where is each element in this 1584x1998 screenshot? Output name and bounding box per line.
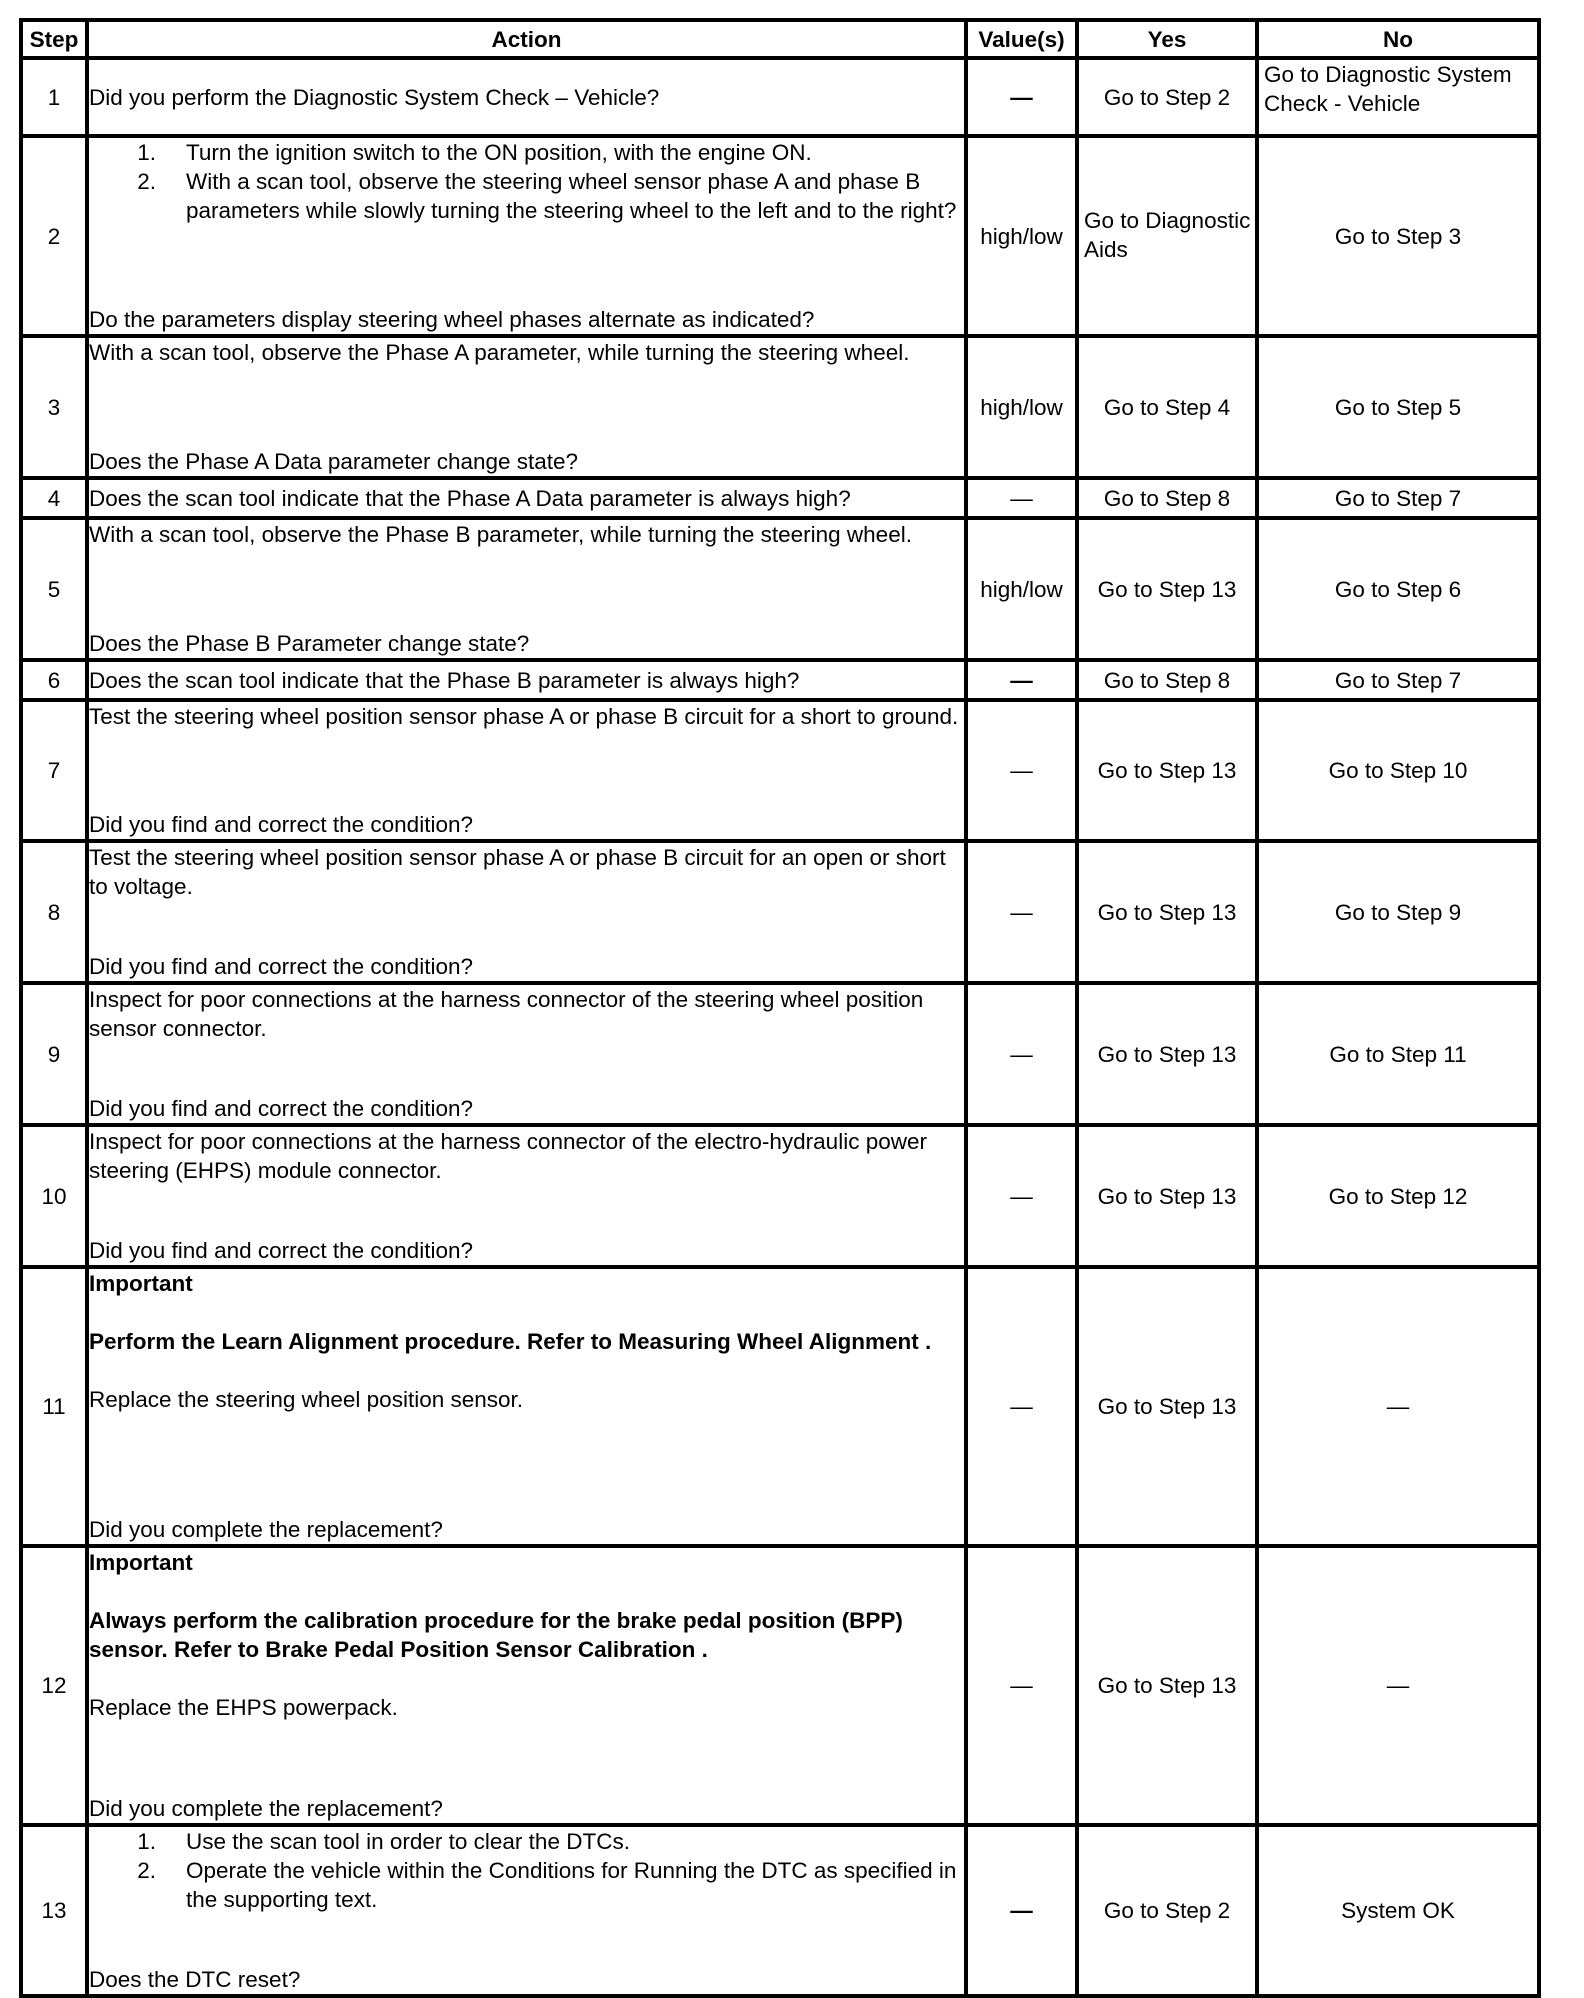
header-yes: Yes [1077, 20, 1257, 58]
action-steps [89, 138, 964, 225]
action-cell [87, 700, 966, 841]
value-cell: — [966, 841, 1077, 983]
action-step-item: 1. Turn the ignition switch to the ON position, with the engine ON. [137, 140, 812, 165]
table-row [21, 700, 1539, 841]
action-question: Did you find and correct the condition? [89, 1096, 473, 1121]
action-question: Did you find and correct the condition? [89, 954, 473, 979]
value-dash: — [1010, 84, 1033, 110]
no-cell: Go to Diagnostic System Check - Vehicle [1257, 58, 1539, 136]
action-question: Does the DTC reset? [89, 1967, 301, 1992]
no-cell: Go to Step 3 [1257, 136, 1539, 336]
step-number: 13 [21, 1825, 87, 1996]
yes-cell: Go to Diagnostic Aids [1077, 136, 1257, 336]
action-cell [87, 983, 966, 1125]
value-cell: high/low [966, 136, 1077, 336]
step-number: 6 [21, 660, 87, 700]
action-question: Did you find and correct the condition? [89, 1238, 473, 1263]
table-row [21, 1125, 1539, 1267]
important-note: Always perform the calibration procedure for the brake pedal position (BPP) sensor. Refer to Brake Pedal Position Sensor Calibration . [89, 1608, 903, 1662]
action-cell [87, 336, 966, 478]
action-question: Did you complete the replacement? [89, 1517, 443, 1542]
no-cell: — [1257, 1546, 1539, 1825]
value-dash: — [1010, 667, 1033, 693]
value-cell [966, 660, 1077, 700]
action-text: Test the steering wheel position sensor phase A or phase B circuit for an open or short to voltage. [89, 845, 946, 899]
no-cell: System OK [1257, 1825, 1539, 1996]
table-row [21, 518, 1539, 660]
header-row [21, 20, 1539, 58]
step-number: 8 [21, 841, 87, 983]
action-step-item: 2. Operate the vehicle within the Conditions for Running the DTC as specified in the supporting text. [137, 1858, 957, 1912]
no-cell: Go to Step 12 [1257, 1125, 1539, 1267]
value-cell: — [966, 1546, 1077, 1825]
no-cell: Go to Step 5 [1257, 336, 1539, 478]
step-number: 12 [21, 1546, 87, 1825]
action-text: Replace the EHPS powerpack. [89, 1695, 398, 1720]
yes-cell: Go to Step 2 [1077, 58, 1257, 136]
value-dash: — [1010, 1898, 1033, 1923]
action-text: Inspect for poor connections at the harness connector of the steering wheel position sensor connector. [89, 987, 924, 1041]
step-number: 9 [21, 983, 87, 1125]
action-cell [87, 518, 966, 660]
action-cell [87, 1267, 966, 1546]
step-number: 2 [21, 136, 87, 336]
table-row [21, 58, 1539, 136]
header-action: Action [87, 20, 966, 58]
value-cell: — [966, 1267, 1077, 1546]
table-row [21, 1267, 1539, 1546]
step-number: 3 [21, 336, 87, 478]
action-text: Test the steering wheel position sensor phase A or phase B circuit for a short to ground. [89, 704, 959, 729]
action-cell [87, 841, 966, 983]
yes-cell: Go to Step 13 [1077, 700, 1257, 841]
action-cell [87, 1825, 966, 1996]
header-no: No [1257, 20, 1539, 58]
action-question: Does the Phase A Data parameter change state? [89, 449, 579, 474]
value-cell: — [966, 700, 1077, 841]
step-number: 11 [21, 1267, 87, 1546]
value-cell: high/low [966, 518, 1077, 660]
important-note: Perform the Learn Alignment procedure. Refer to Measuring Wheel Alignment . [89, 1329, 932, 1354]
action-question: Did you find and correct the condition? [89, 812, 473, 837]
action-text: Replace the steering wheel position sensor. [89, 1387, 524, 1412]
action-question: Did you complete the replacement? [89, 1796, 443, 1821]
action-steps [89, 1827, 964, 1914]
action-step-item: 1. Use the scan tool in order to clear the DTCs. [137, 1829, 630, 1854]
action-cell: Did you perform the Diagnostic System Check – Vehicle? [87, 58, 966, 136]
no-cell: Go to Step 6 [1257, 518, 1539, 660]
action-step-item: 2. With a scan tool, observe the steering wheel sensor phase A and phase B parameters while slowly turning the steering wheel to the left and to the right? [137, 169, 957, 223]
no-cell: Go to Step 7 [1257, 660, 1539, 700]
value-cell [966, 1825, 1077, 1996]
action-cell: Does the scan tool indicate that the Phase A Data parameter is always high? [87, 478, 966, 518]
step-number: 4 [21, 478, 87, 518]
table-row [21, 1825, 1539, 1996]
action-question: Do the parameters display steering wheel phases alternate as indicated? [89, 307, 815, 332]
value-cell: — [966, 478, 1077, 518]
yes-cell: Go to Step 4 [1077, 336, 1257, 478]
no-cell: Go to Step 11 [1257, 983, 1539, 1125]
yes-cell: Go to Step 13 [1077, 1125, 1257, 1267]
yes-cell: Go to Step 13 [1077, 983, 1257, 1125]
action-text: Inspect for poor connections at the harness connector of the electro-hydraulic power steering (EHPS) module connector. [89, 1129, 927, 1183]
yes-cell: Go to Step 13 [1077, 1546, 1257, 1825]
table-row [21, 841, 1539, 983]
header-step: Step [21, 20, 87, 58]
yes-cell: Go to Step 13 [1077, 518, 1257, 660]
action-cell [87, 136, 966, 336]
action-cell: Does the scan tool indicate that the Phase B parameter is always high? [87, 660, 966, 700]
yes-cell: Go to Step 2 [1077, 1825, 1257, 1996]
step-number: 10 [21, 1125, 87, 1267]
no-cell: Go to Step 7 [1257, 478, 1539, 518]
no-cell: Go to Step 9 [1257, 841, 1539, 983]
action-text: With a scan tool, observe the Phase B parameter, while turning the steering wheel. [89, 522, 912, 547]
diagnostic-table [19, 18, 1541, 1998]
yes-cell: Go to Step 8 [1077, 660, 1257, 700]
table-row [21, 478, 1539, 518]
action-cell [87, 1546, 966, 1825]
action-question: Does the Phase B Parameter change state? [89, 631, 530, 656]
no-cell: — [1257, 1267, 1539, 1546]
table-row [21, 1546, 1539, 1825]
header-values: Value(s) [966, 20, 1077, 58]
table-row [21, 983, 1539, 1125]
important-label: Important [89, 1271, 193, 1296]
yes-cell: Go to Step 13 [1077, 841, 1257, 983]
yes-cell: Go to Step 8 [1077, 478, 1257, 518]
action-text: With a scan tool, observe the Phase A parameter, while turning the steering wheel. [89, 340, 910, 365]
step-number: 7 [21, 700, 87, 841]
important-label: Important [89, 1550, 193, 1575]
yes-cell: Go to Step 13 [1077, 1267, 1257, 1546]
step-number: 1 [21, 58, 87, 136]
table-row [21, 660, 1539, 700]
value-cell: — [966, 983, 1077, 1125]
value-cell [966, 58, 1077, 136]
step-number: 5 [21, 518, 87, 660]
table-row [21, 136, 1539, 336]
action-cell [87, 1125, 966, 1267]
value-cell: — [966, 1125, 1077, 1267]
value-cell: high/low [966, 336, 1077, 478]
no-cell: Go to Step 10 [1257, 700, 1539, 841]
table-row [21, 336, 1539, 478]
